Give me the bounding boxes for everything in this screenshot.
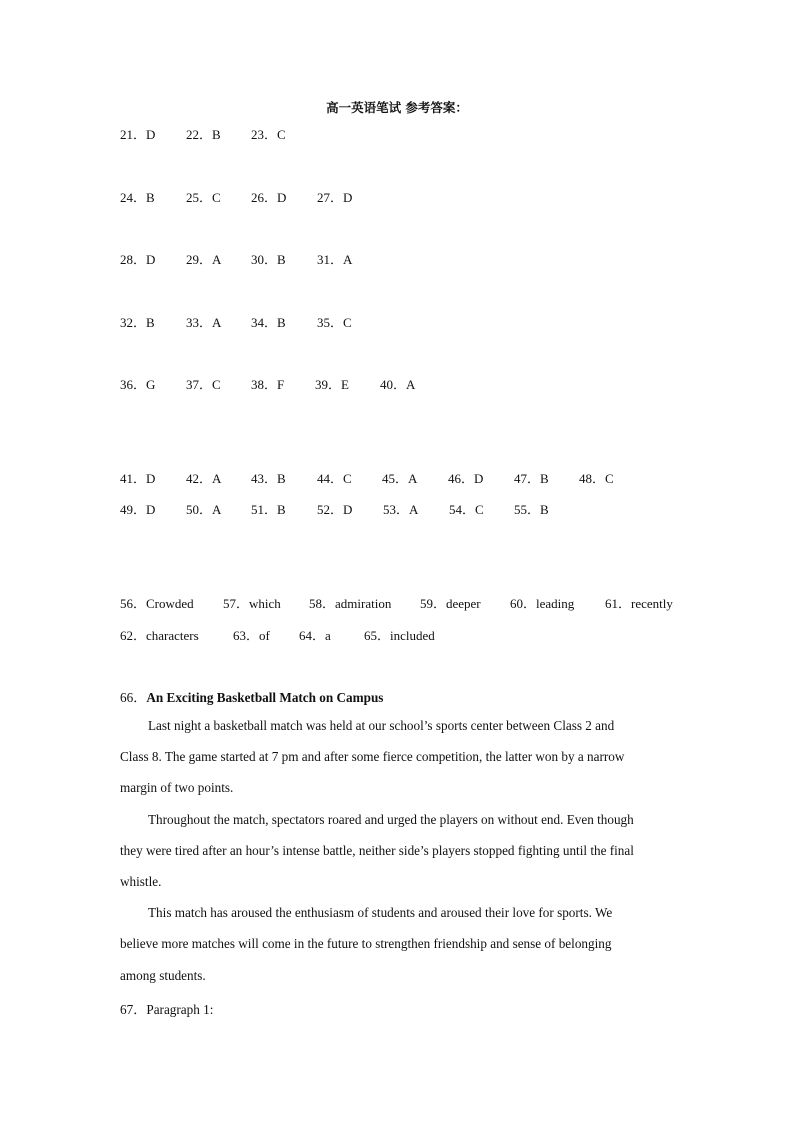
answer-item: 63．of <box>233 628 270 643</box>
essay-line: among students. <box>120 968 206 983</box>
answer-item: 52．D <box>317 502 353 517</box>
essay-line: Class 8. The game started at 7 pm and after some fierce competition, the latter won by a narrow <box>120 749 625 764</box>
answer-item: 47．B <box>514 471 549 486</box>
essay-line: margin of two points. <box>120 780 234 795</box>
answer-item: 28．D <box>120 252 156 267</box>
answer-item: 25．C <box>186 190 221 205</box>
answer-item: 39．E <box>315 377 349 392</box>
answer-item: 57．which <box>223 596 281 611</box>
answer-item: 33．A <box>186 315 222 330</box>
essay-line: whistle. <box>120 874 162 889</box>
answer-item: 64．a <box>299 628 331 643</box>
answer-item: 32．B <box>120 315 155 330</box>
essay-heading-title: An Exciting Basketball Match on Campus <box>146 690 384 705</box>
answer-item: 49．D <box>120 502 156 517</box>
answer-item: 56．Crowded <box>120 596 194 611</box>
answer-item: 53．A <box>383 502 419 517</box>
answer-item: 21．D <box>120 127 156 142</box>
essay-line: This match has aroused the enthusiasm of students and aroused their love for sports. We <box>148 905 613 920</box>
answer-item: 34．B <box>251 315 286 330</box>
answer-item: 31．A <box>317 252 353 267</box>
answer-item: 61．recently <box>605 596 673 611</box>
answer-item: 42．A <box>186 471 222 486</box>
answer-item: 54．C <box>449 502 484 517</box>
essay-heading-number: 66． <box>120 690 147 705</box>
page-title: 高一英语笔试 参考答案： <box>326 100 468 115</box>
essay-line: Last night a basketball match was held at our school’s sports center between Class 2 and <box>148 718 615 733</box>
question-67-label: 67．Paragraph 1: <box>120 1002 214 1017</box>
answer-item: 50．A <box>186 502 222 517</box>
answer-item: 55．B <box>514 502 549 517</box>
answer-item: 62．characters <box>120 628 199 643</box>
answer-item: 59．deeper <box>420 596 481 611</box>
answer-item: 29．A <box>186 252 222 267</box>
answer-item: 22．B <box>186 127 221 142</box>
essay-line: they were tired after an hour’s intense battle, neither side’s players stopped fighting until the final <box>120 843 634 858</box>
answer-item: 60．leading <box>510 596 575 611</box>
answer-item: 45．A <box>382 471 418 486</box>
essay-line: believe more matches will come in the future to strengthen friendship and sense of belonging <box>120 936 612 951</box>
answer-item: 43．B <box>251 471 286 486</box>
answer-item: 65．included <box>364 628 435 643</box>
answer-item: 24．B <box>120 190 155 205</box>
answer-item: 38．F <box>251 377 285 392</box>
answer-item: 30．B <box>251 252 286 267</box>
answer-item: 46．D <box>448 471 484 486</box>
essay-heading <box>120 687 383 706</box>
answer-item: 40．A <box>380 377 416 392</box>
answer-item: 58．admiration <box>309 596 392 611</box>
answer-item: 51．B <box>251 502 286 517</box>
answer-item: 27．D <box>317 190 353 205</box>
answer-item: 44．C <box>317 471 352 486</box>
answer-item: 41．D <box>120 471 156 486</box>
answer-item: 37．C <box>186 377 221 392</box>
answer-item: 26．D <box>251 190 287 205</box>
answer-item: 35．C <box>317 315 352 330</box>
answer-item: 36．G <box>120 377 156 392</box>
essay-line: Throughout the match, spectators roared and urged the players on without end. Even though <box>148 812 634 827</box>
answer-item: 23．C <box>251 127 286 142</box>
answer-item: 48．C <box>579 471 614 486</box>
